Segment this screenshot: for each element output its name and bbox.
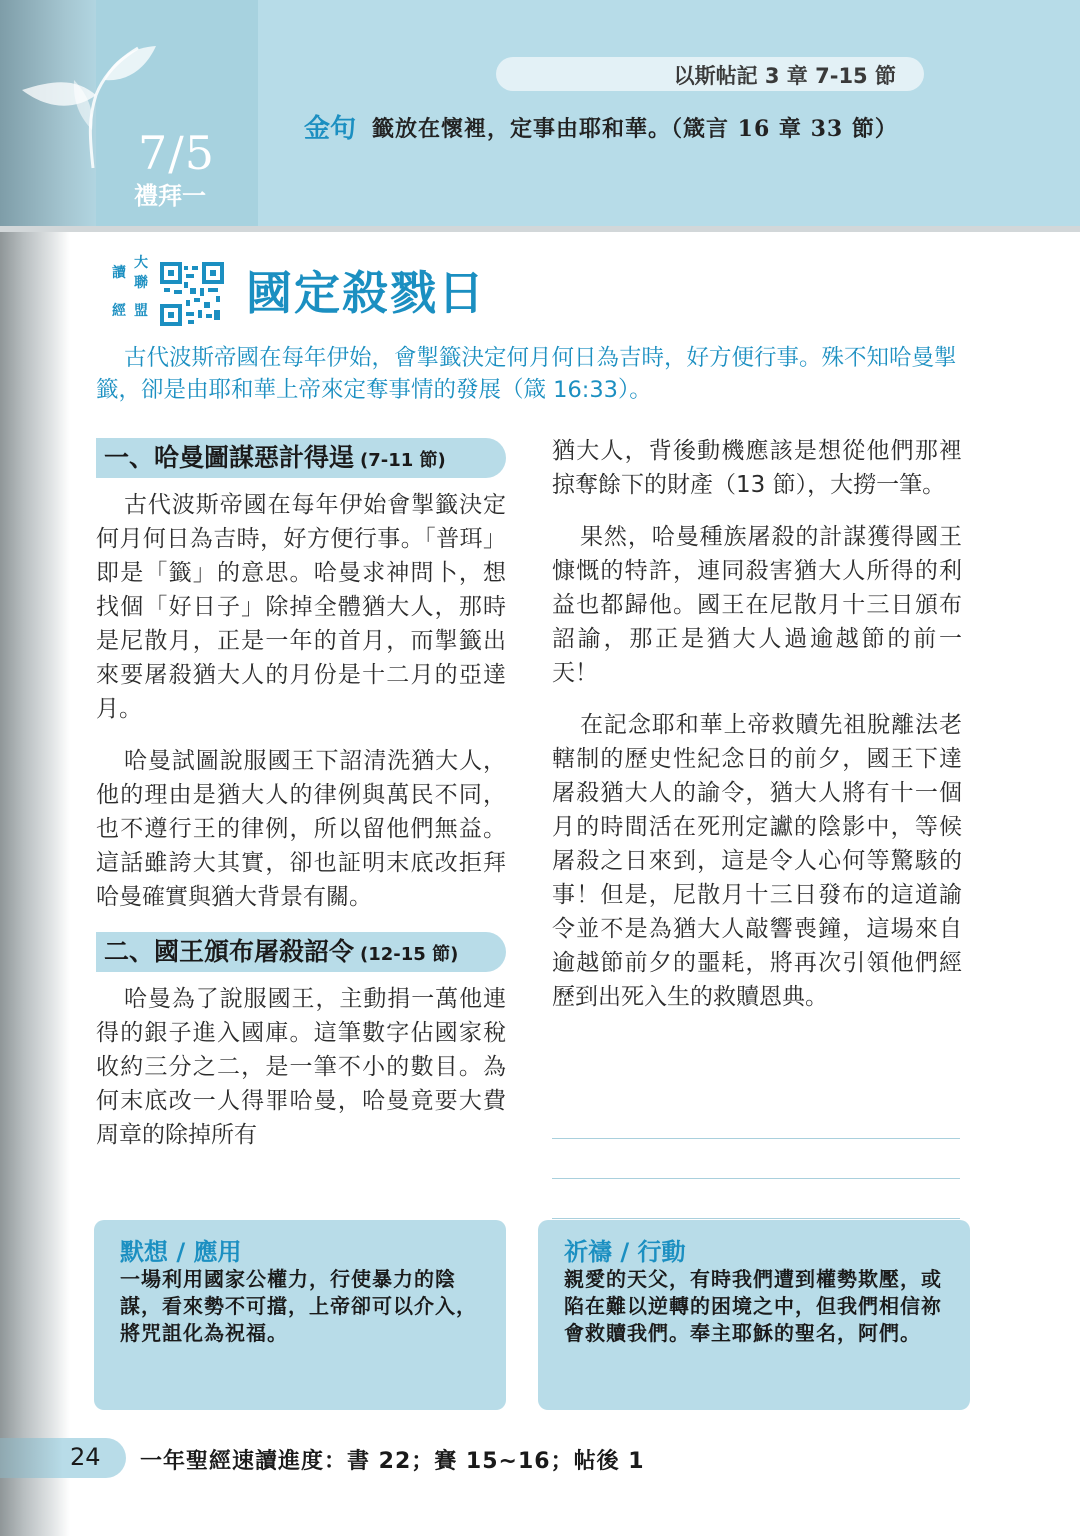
org-char: 讀: [112, 265, 126, 281]
org-label: [112, 255, 162, 328]
org-char: 盟: [134, 303, 148, 319]
body-paragraph: 果然，哈曼種族屠殺的計謀獲得國王慷慨的特許，連同殺害猶大人所得的利益也都歸他。國王在尼散月十三日頒布詔諭，那正是猶大人過逾越節的前一天！: [552, 524, 962, 686]
body-paragraph: 哈曼試圖說服國王下詔清洗猶大人，他的理由是猶大人的律例與萬民不同，也不遵行王的律例，所以留他們無益。這話雖誇大其實，卻也証明末底改拒拜哈曼確實與猶大背景有關。: [96, 748, 506, 910]
date-label: 7/5: [138, 126, 216, 180]
body-paragraph: 哈曼為了說服國王，主動捐一萬他連得的銀子進入國庫。這筆數字佔國家稅收約三分之二，是一筆不小的數目。為何末底改一人得罪哈曼，哈曼竟要大費周章的除掉所有: [96, 986, 506, 1148]
golden-verse-text: 籤放在懷裡，定事由耶和華。（箴言 16 章 33 節）: [372, 116, 898, 142]
qr-code-icon[interactable]: [160, 262, 224, 326]
section-ref: (12-15 節): [360, 944, 459, 965]
body-paragraph: 在記念耶和華上帝救贖先祖脫離法老轄制的歷史性紀念日的前夕，國王下達屠殺猶大人的諭令，猶大人將有十一個月的時間活在死刑定讞的陰影中，等候屠殺之日來到，這是令人心何等驚駭的事！但是，尼散月十三日發布的這道諭令並不是為猶大人敲響喪鐘，這場來自逾越節前夕的噩耗，將再次引領他們經歷到出死入生的救贖恩典。: [552, 712, 962, 1010]
section-heading-text: 一、哈曼圖謀惡計得逞: [104, 443, 355, 472]
reading-plan: 一年聖經速讀進度：書 22；賽 15~16；帖後 1: [140, 1449, 645, 1474]
header-divider: [0, 226, 1080, 232]
org-char: 聯: [134, 275, 148, 291]
prayer-title: 祈禱 / 行動: [564, 1238, 686, 1266]
page-title: 國定殺戮日: [246, 266, 486, 320]
weekday-label: 禮拜一: [134, 182, 206, 210]
left-column: [96, 438, 506, 1170]
note-line: [552, 1178, 960, 1218]
meditation-title: 默想 / 應用: [120, 1238, 242, 1266]
right-column: [552, 434, 962, 1032]
prayer-text: 親愛的天父，有時我們遭到權勢欺壓，或陷在難以逆轉的困境之中，但我們相信祢會救贖我們。奉主耶穌的聖名，阿們。: [564, 1267, 942, 1345]
note-line: [552, 1138, 960, 1178]
golden-verse-label: 金句: [304, 114, 357, 144]
prayer-box: [538, 1220, 970, 1410]
intro-paragraph: 古代波斯帝國在每年伊始，會掣籤決定何月何日為吉時，好方便行事。殊不知哈曼掣籤，卻是由耶和華上帝來定奪事情的發展（箴 16:33）。: [96, 345, 957, 403]
section-heading: [96, 438, 506, 478]
scripture-range: 以斯帖記 3 章 7-15 節: [673, 64, 896, 88]
section-ref: (7-11 節): [360, 450, 446, 471]
section-heading: [96, 932, 506, 972]
body-paragraph: 猶大人，背後動機應該是想從他們那裡掠奪餘下的財產（13 節），大撈一筆。: [552, 438, 962, 498]
page-number: 24: [70, 1443, 101, 1471]
meditation-text: 一場利用國家公權力，行使暴力的陰謀，看來勢不可擋，上帝卻可以介入，將咒詛化為祝福。: [120, 1267, 477, 1345]
section-heading-text: 二、國王頒布屠殺詔令: [104, 937, 355, 966]
meditation-box: [94, 1220, 506, 1410]
org-char: 大: [134, 255, 148, 271]
body-paragraph: 古代波斯帝國在每年伊始會掣籤決定何月何日為吉時，好方便行事。「普珥」即是「籤」的意思。哈曼求神問卜，想找個「好日子」除掉全體猶大人，那時是尼散月，正是一年的首月，而掣籤出來要屠殺猶大人的月份是十二月的亞達月。: [96, 492, 506, 722]
page-number-tab: [0, 1438, 126, 1478]
org-char: 經: [112, 303, 126, 319]
